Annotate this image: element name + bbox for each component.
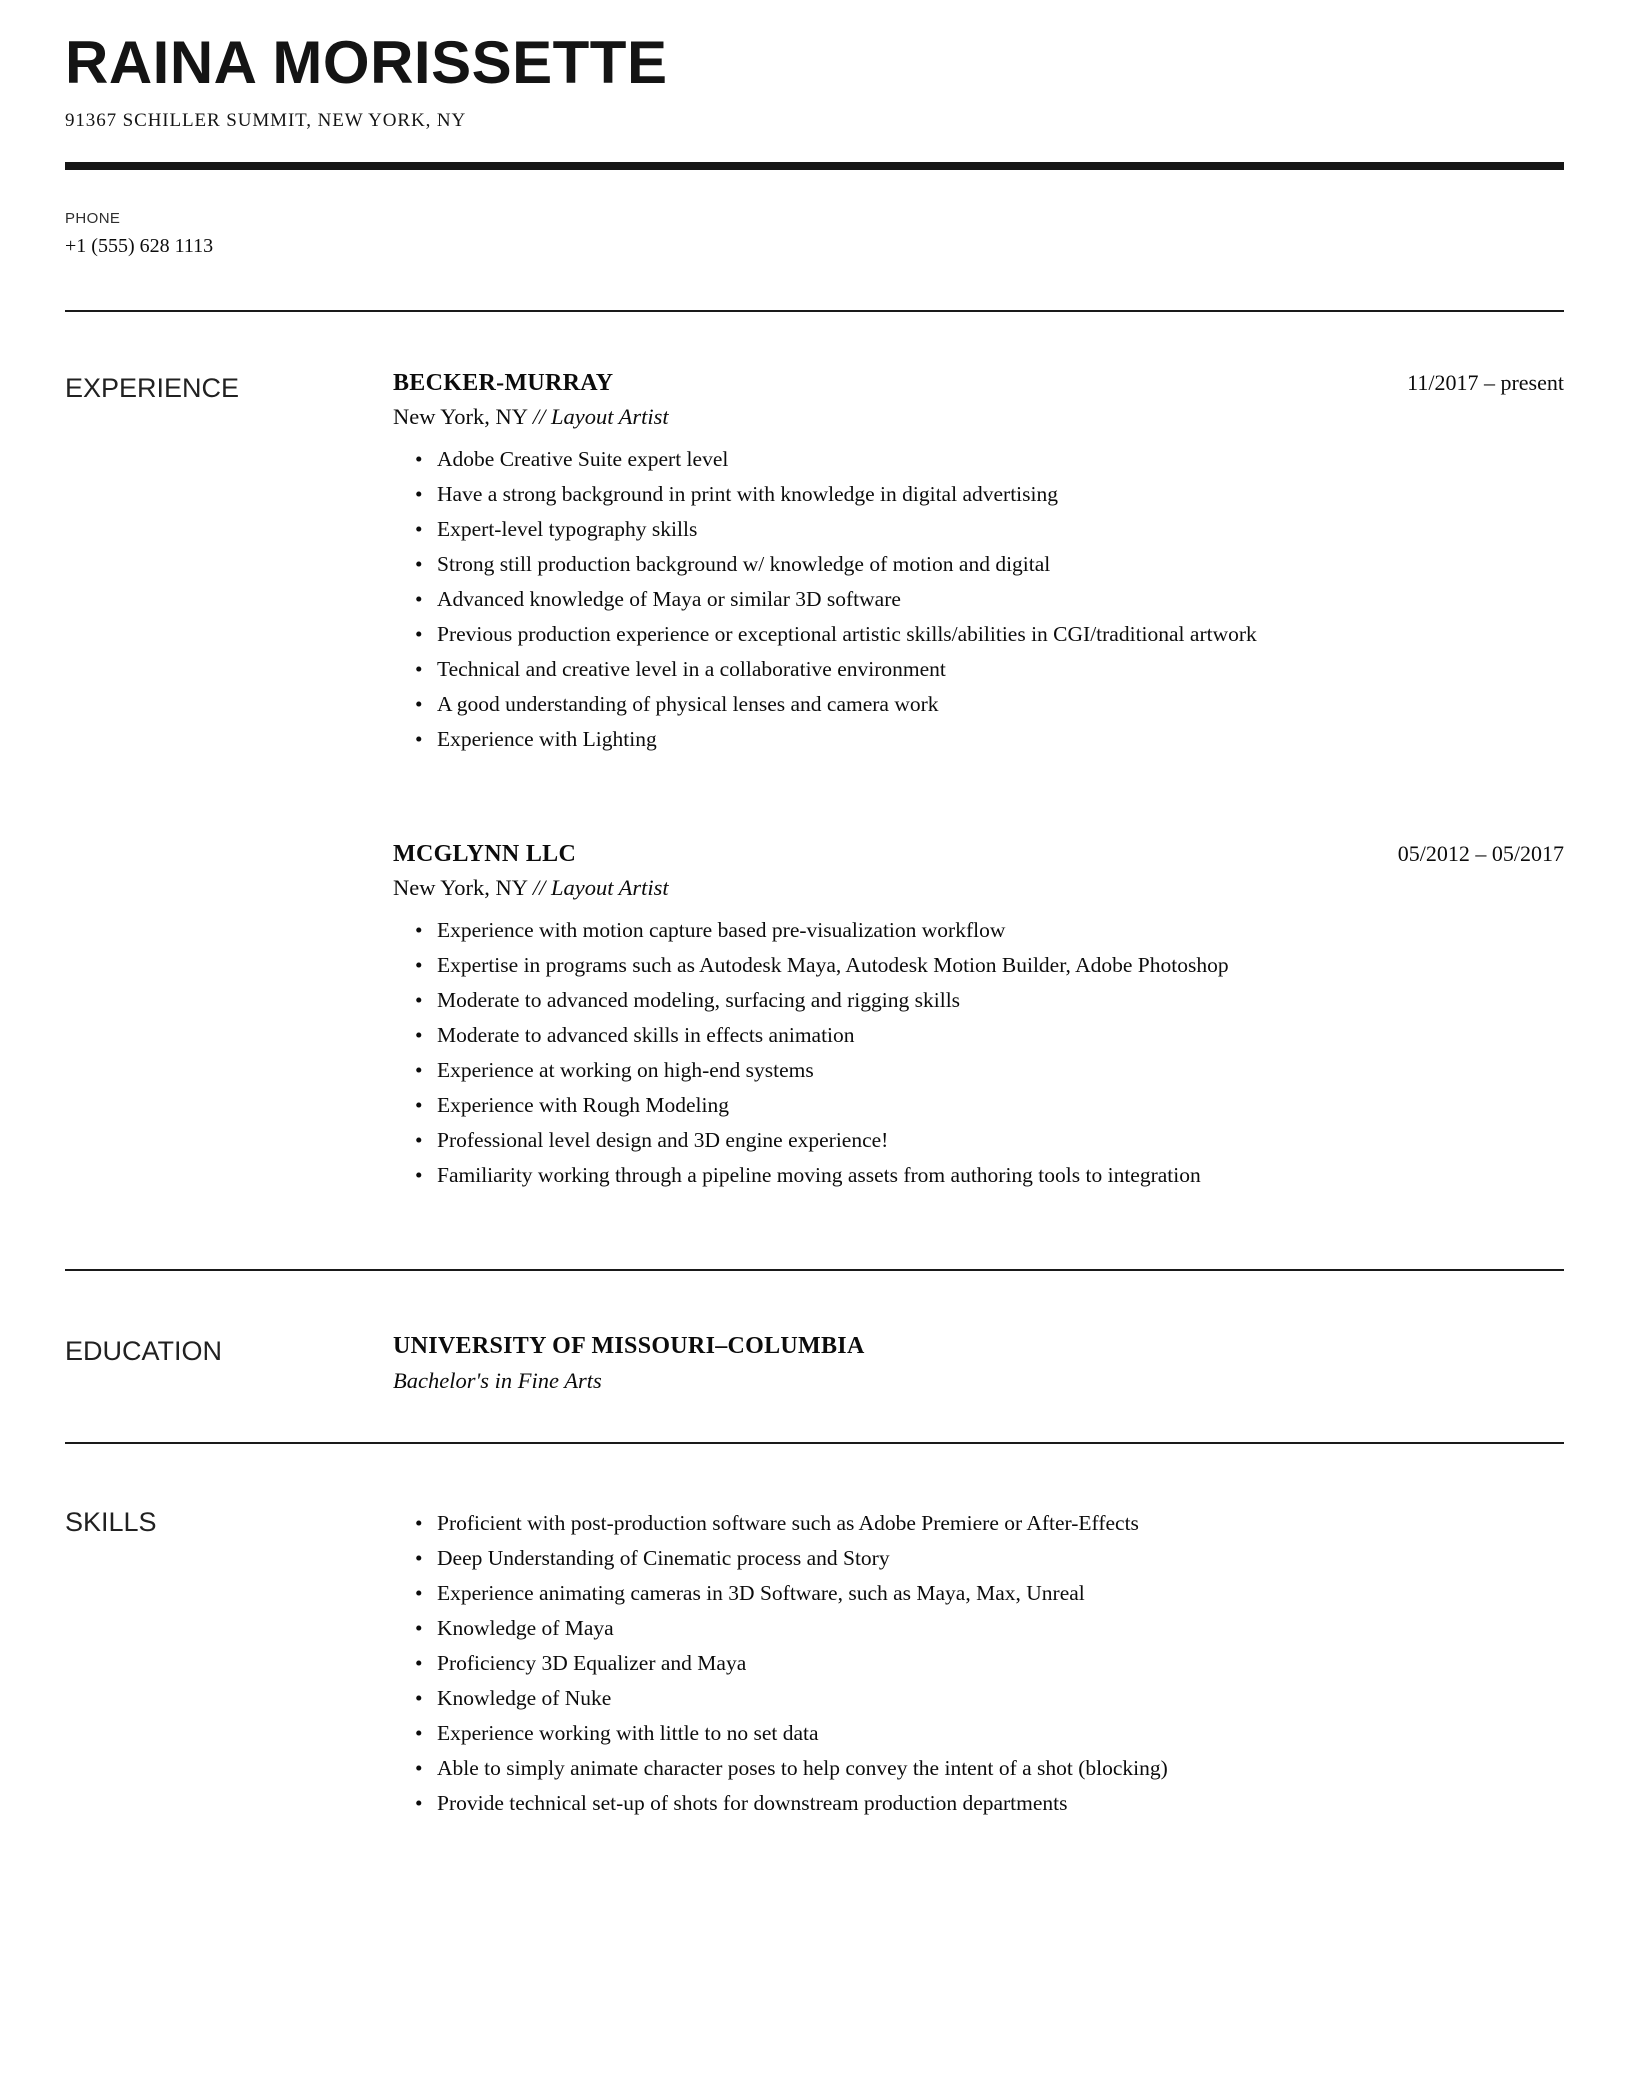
- job-role: Layout Artist: [550, 875, 669, 900]
- resume-header: [65, 30, 1564, 132]
- job-bullet: • Moderate to advanced skills in effects animation: [393, 1018, 1564, 1053]
- job-location: New York, NY: [393, 875, 528, 900]
- location-role-separator: //: [532, 875, 546, 900]
- job-bullet: • Strong still production background w/ knowledge of motion and digital: [393, 547, 1564, 582]
- job-bullet: • Experience at working on high-end systems: [393, 1053, 1564, 1088]
- phone-value: +1 (555) 628 1113: [65, 235, 214, 257]
- company-name: BECKER-MURRAY: [393, 370, 614, 396]
- education-section: [65, 1333, 1564, 1394]
- job-bullet: • A good understanding of physical lenses and camera work: [393, 687, 1564, 722]
- experience-divider: [65, 1269, 1564, 1271]
- job-subtitle: [393, 404, 1564, 430]
- experience-body: [393, 370, 1564, 1193]
- skill-bullet: • Knowledge of Maya: [393, 1611, 1564, 1646]
- skills-bullet-list: [393, 1506, 1564, 1821]
- job-bullet-list: [393, 913, 1564, 1193]
- company-name: MCGLYNN LLC: [393, 841, 577, 867]
- skill-bullet: • Knowledge of Nuke: [393, 1681, 1564, 1716]
- job-bullet: • Experience with motion capture based pre-visualization workflow: [393, 913, 1564, 948]
- contact-divider: [65, 310, 1564, 312]
- school-name: UNIVERSITY OF MISSOURI–COLUMBIA: [393, 1333, 865, 1359]
- skills-section: [65, 1504, 1564, 1821]
- experience-section: [65, 370, 1564, 1193]
- job-bullet: • Experience with Lighting: [393, 722, 1564, 757]
- education-heading: EDUCATION: [65, 1336, 223, 1366]
- job-bullet: • Advanced knowledge of Maya or similar 3D software: [393, 582, 1564, 617]
- candidate-name: RAINA MORISSETTE: [65, 29, 668, 96]
- skills-body: [393, 1504, 1564, 1821]
- job-entry: [393, 370, 1564, 757]
- job-subtitle: [393, 875, 1564, 901]
- job-bullet: • Expertise in programs such as Autodesk Maya, Autodesk Motion Builder, Adobe Photoshop: [393, 948, 1564, 983]
- job-bullet: • Familiarity working through a pipeline moving assets from authoring tools to integration: [393, 1158, 1564, 1193]
- contact-section: [65, 210, 1564, 258]
- skill-bullet: • Provide technical set-up of shots for downstream production departments: [393, 1786, 1564, 1821]
- job-header: [393, 370, 1564, 397]
- candidate-address: 91367 SCHILLER SUMMIT, NEW YORK, NY: [65, 110, 467, 131]
- job-location: New York, NY: [393, 404, 528, 429]
- skill-bullet: • Proficient with post-production software such as Adobe Premiere or After-Effects: [393, 1506, 1564, 1541]
- experience-heading: EXPERIENCE: [65, 373, 240, 403]
- skill-bullet: • Experience working with little to no set data: [393, 1716, 1564, 1751]
- job-bullet: • Expert-level typography skills: [393, 512, 1564, 547]
- job-bullet: • Technical and creative level in a collaborative environment: [393, 652, 1564, 687]
- job-bullet: • Adobe Creative Suite expert level: [393, 442, 1564, 477]
- skill-bullet: • Deep Understanding of Cinematic process and Story: [393, 1541, 1564, 1576]
- job-bullet: • Previous production experience or exceptional artistic skills/abilities in CGI/traditional artwork: [393, 617, 1564, 652]
- skill-bullet: • Able to simply animate character poses to help convey the intent of a shot (blocking): [393, 1751, 1564, 1786]
- skill-bullet: • Experience animating cameras in 3D Software, such as Maya, Max, Unreal: [393, 1576, 1564, 1611]
- education-body: [393, 1333, 1564, 1394]
- skill-bullet: • Proficiency 3D Equalizer and Maya: [393, 1646, 1564, 1681]
- header-divider: [65, 162, 1564, 170]
- location-role-separator: //: [532, 404, 546, 429]
- skills-heading: SKILLS: [65, 1507, 157, 1537]
- education-divider: [65, 1442, 1564, 1444]
- job-bullet-list: [393, 442, 1564, 757]
- job-dates: 05/2012 – 05/2017: [1397, 841, 1564, 866]
- job-bullet: • Professional level design and 3D engine experience!: [393, 1123, 1564, 1158]
- job-dates: 11/2017 – present: [1407, 370, 1564, 395]
- job-bullet: • Moderate to advanced modeling, surfacing and rigging skills: [393, 983, 1564, 1018]
- degree-name: Bachelor's in Fine Arts: [393, 1368, 602, 1393]
- phone-label: PHONE: [65, 210, 121, 227]
- job-entry: [393, 841, 1564, 1193]
- job-bullet: • Have a strong background in print with knowledge in digital advertising: [393, 477, 1564, 512]
- job-bullet: • Experience with Rough Modeling: [393, 1088, 1564, 1123]
- job-role: Layout Artist: [550, 404, 669, 429]
- job-header: [393, 841, 1564, 868]
